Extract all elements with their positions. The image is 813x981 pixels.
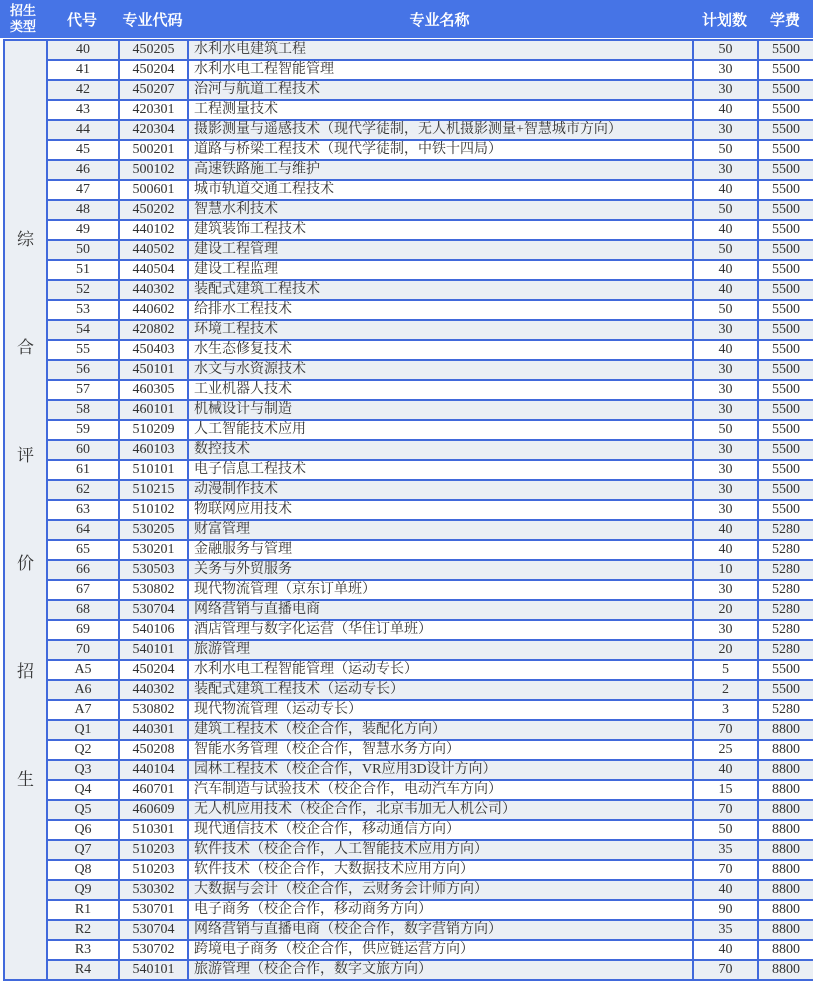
code-cell: 42 <box>47 80 119 100</box>
major-code-cell: 460609 <box>119 800 188 820</box>
plan-count-cell: 70 <box>693 800 758 820</box>
table-row <box>4 240 813 260</box>
plan-count-cell: 40 <box>693 260 758 280</box>
plan-count-cell: 10 <box>693 560 758 580</box>
tuition-cell: 5500 <box>758 340 813 360</box>
plan-count-cell: 40 <box>693 100 758 120</box>
table-row <box>4 700 813 720</box>
major-code-cell: 530704 <box>119 920 188 940</box>
major-name-cell: 电子信息工程技术 <box>188 460 693 480</box>
table-row <box>4 880 813 900</box>
major-name-cell: 大数据与会计（校企合作，云财务会计师方向） <box>188 880 693 900</box>
table-row <box>4 200 813 220</box>
tuition-cell: 5500 <box>758 360 813 380</box>
major-name-cell: 摄影测量与遥感技术（现代学徒制，无人机摄影测量+智慧城市方向） <box>188 120 693 140</box>
enrollment-table <box>3 39 813 981</box>
tuition-cell: 5500 <box>758 200 813 220</box>
major-code-cell: 540101 <box>119 960 188 980</box>
code-cell: Q3 <box>47 760 119 780</box>
major-name-cell: 现代物流管理（运动专长） <box>188 700 693 720</box>
tuition-cell: 5500 <box>758 100 813 120</box>
major-name-cell: 现代通信技术（校企合作，移动通信方向） <box>188 820 693 840</box>
major-code-cell: 460701 <box>119 780 188 800</box>
tuition-cell: 5280 <box>758 560 813 580</box>
major-code-cell: 510215 <box>119 480 188 500</box>
table-row <box>4 420 813 440</box>
tuition-cell: 8800 <box>758 840 813 860</box>
code-cell: 54 <box>47 320 119 340</box>
tuition-cell: 5500 <box>758 660 813 680</box>
major-code-cell: 450204 <box>119 60 188 80</box>
table-body <box>4 40 813 980</box>
table-row <box>4 560 813 580</box>
plan-count-cell: 90 <box>693 900 758 920</box>
major-name-cell: 网络营销与直播电商 <box>188 600 693 620</box>
code-cell: R1 <box>47 900 119 920</box>
table-header <box>0 0 813 38</box>
tuition-cell: 5280 <box>758 600 813 620</box>
table-row <box>4 500 813 520</box>
major-code-cell: 460103 <box>119 440 188 460</box>
major-code-cell: 450202 <box>119 200 188 220</box>
tuition-cell: 5280 <box>758 700 813 720</box>
plan-count-cell: 50 <box>693 200 758 220</box>
major-code-cell: 440301 <box>119 720 188 740</box>
code-cell: 69 <box>47 620 119 640</box>
major-code-cell: 530302 <box>119 880 188 900</box>
major-name-cell: 园林工程技术（校企合作，VR应用3D设计方向） <box>188 760 693 780</box>
major-name-cell: 建设工程监理 <box>188 260 693 280</box>
table-row <box>4 580 813 600</box>
code-cell: Q9 <box>47 880 119 900</box>
major-name-cell: 水利水电工程智能管理 <box>188 60 693 80</box>
major-code-cell: 510101 <box>119 460 188 480</box>
table-row <box>4 540 813 560</box>
plan-count-cell: 30 <box>693 380 758 400</box>
major-name-cell: 治河与航道工程技术 <box>188 80 693 100</box>
major-name-cell: 水利水电建筑工程 <box>188 40 693 60</box>
table-row <box>4 860 813 880</box>
major-code-cell: 440602 <box>119 300 188 320</box>
header-enroll-type: 招生类型 <box>9 2 36 34</box>
plan-count-cell: 30 <box>693 480 758 500</box>
major-code-cell: 420802 <box>119 320 188 340</box>
plan-count-cell: 40 <box>693 760 758 780</box>
table-row <box>4 100 813 120</box>
code-cell: 64 <box>47 520 119 540</box>
tuition-cell: 5500 <box>758 40 813 60</box>
table-row <box>4 600 813 620</box>
table-row <box>4 80 813 100</box>
major-name-cell: 旅游管理 <box>188 640 693 660</box>
plan-count-cell: 50 <box>693 820 758 840</box>
plan-count-cell: 40 <box>693 540 758 560</box>
code-cell: 49 <box>47 220 119 240</box>
tuition-cell: 8800 <box>758 780 813 800</box>
code-cell: 60 <box>47 440 119 460</box>
plan-count-cell: 30 <box>693 160 758 180</box>
plan-count-cell: 30 <box>693 500 758 520</box>
code-cell: 55 <box>47 340 119 360</box>
tuition-cell: 5500 <box>758 180 813 200</box>
table-row <box>4 160 813 180</box>
plan-count-cell: 20 <box>693 600 758 620</box>
major-name-cell: 水文与水资源技术 <box>188 360 693 380</box>
code-cell: 50 <box>47 240 119 260</box>
table-row <box>4 940 813 960</box>
major-code-cell: 540106 <box>119 620 188 640</box>
major-name-cell: 工业机器人技术 <box>188 380 693 400</box>
plan-count-cell: 40 <box>693 520 758 540</box>
major-code-cell: 420304 <box>119 120 188 140</box>
code-cell: Q2 <box>47 740 119 760</box>
header-code: 代号 <box>66 11 97 29</box>
table-row <box>4 640 813 660</box>
header-major-code: 专业代码 <box>122 11 183 29</box>
plan-count-cell: 5 <box>693 660 758 680</box>
code-cell: 52 <box>47 280 119 300</box>
header-tuition: 学费 <box>769 11 800 29</box>
major-name-cell: 关务与外贸服务 <box>188 560 693 580</box>
table-row <box>4 740 813 760</box>
major-code-cell: 500601 <box>119 180 188 200</box>
enroll-type-char: 评 <box>17 446 34 465</box>
tuition-cell: 8800 <box>758 880 813 900</box>
plan-count-cell: 30 <box>693 360 758 380</box>
code-cell: Q6 <box>47 820 119 840</box>
major-name-cell: 无人机应用技术（校企合作，北京韦加无人机公司） <box>188 800 693 820</box>
code-cell: 67 <box>47 580 119 600</box>
code-cell: 44 <box>47 120 119 140</box>
table-row <box>4 480 813 500</box>
table-row <box>4 620 813 640</box>
table-row <box>4 400 813 420</box>
major-name-cell: 软件技术（校企合作，大数据技术应用方向） <box>188 860 693 880</box>
code-cell: 43 <box>47 100 119 120</box>
tuition-cell: 5280 <box>758 540 813 560</box>
enroll-type-char: 综 <box>17 230 34 249</box>
plan-count-cell: 70 <box>693 960 758 980</box>
major-code-cell: 530702 <box>119 940 188 960</box>
plan-count-cell: 40 <box>693 280 758 300</box>
major-code-cell: 510301 <box>119 820 188 840</box>
plan-count-cell: 30 <box>693 440 758 460</box>
major-code-cell: 530802 <box>119 580 188 600</box>
plan-count-cell: 15 <box>693 780 758 800</box>
major-name-cell: 物联网应用技术 <box>188 500 693 520</box>
major-code-cell: 500102 <box>119 160 188 180</box>
table-row <box>4 680 813 700</box>
header-major-name: 专业名称 <box>409 11 470 29</box>
major-code-cell: 440504 <box>119 260 188 280</box>
major-code-cell: 440502 <box>119 240 188 260</box>
major-name-cell: 道路与桥梁工程技术（现代学徒制，中铁十四局） <box>188 140 693 160</box>
major-name-cell: 环境工程技术 <box>188 320 693 340</box>
table-row <box>4 180 813 200</box>
tuition-cell: 5280 <box>758 580 813 600</box>
major-name-cell: 水生态修复技术 <box>188 340 693 360</box>
plan-count-cell: 30 <box>693 120 758 140</box>
code-cell: R2 <box>47 920 119 940</box>
code-cell: 40 <box>47 40 119 60</box>
major-name-cell: 机械设计与制造 <box>188 400 693 420</box>
table-row <box>4 60 813 80</box>
tuition-cell: 5500 <box>758 80 813 100</box>
table-row <box>4 440 813 460</box>
tuition-cell: 5500 <box>758 500 813 520</box>
major-code-cell: 530802 <box>119 700 188 720</box>
major-name-cell: 工程测量技术 <box>188 100 693 120</box>
tuition-cell: 5500 <box>758 280 813 300</box>
code-cell: 59 <box>47 420 119 440</box>
tuition-cell: 5500 <box>758 240 813 260</box>
major-code-cell: 440302 <box>119 280 188 300</box>
major-name-cell: 汽车制造与试验技术（校企合作，电动汽车方向） <box>188 780 693 800</box>
major-code-cell: 510203 <box>119 860 188 880</box>
plan-count-cell: 70 <box>693 860 758 880</box>
enroll-type-char: 招 <box>17 662 34 681</box>
tuition-cell: 5500 <box>758 260 813 280</box>
table-row <box>4 800 813 820</box>
plan-count-cell: 30 <box>693 620 758 640</box>
table-row <box>4 660 813 680</box>
major-name-cell: 网络营销与直播电商（校企合作，数字营销方向） <box>188 920 693 940</box>
code-cell: 58 <box>47 400 119 420</box>
tuition-cell: 8800 <box>758 720 813 740</box>
code-cell: 62 <box>47 480 119 500</box>
major-name-cell: 装配式建筑工程技术（运动专长） <box>188 680 693 700</box>
tuition-cell: 8800 <box>758 760 813 780</box>
major-name-cell: 智慧水利技术 <box>188 200 693 220</box>
plan-count-cell: 35 <box>693 840 758 860</box>
major-code-cell: 510203 <box>119 840 188 860</box>
code-cell: 66 <box>47 560 119 580</box>
major-name-cell: 人工智能技术应用 <box>188 420 693 440</box>
tuition-cell: 8800 <box>758 920 813 940</box>
tuition-cell: 5500 <box>758 680 813 700</box>
plan-count-cell: 20 <box>693 640 758 660</box>
code-cell: Q5 <box>47 800 119 820</box>
tuition-cell: 8800 <box>758 940 813 960</box>
code-cell: 48 <box>47 200 119 220</box>
code-cell: 61 <box>47 460 119 480</box>
tuition-cell: 8800 <box>758 860 813 880</box>
tuition-cell: 8800 <box>758 820 813 840</box>
plan-count-cell: 40 <box>693 180 758 200</box>
code-cell: 63 <box>47 500 119 520</box>
code-cell: R3 <box>47 940 119 960</box>
tuition-cell: 5500 <box>758 440 813 460</box>
plan-count-cell: 50 <box>693 240 758 260</box>
tuition-cell: 5500 <box>758 220 813 240</box>
table-row <box>4 40 813 60</box>
tuition-cell: 5500 <box>758 160 813 180</box>
code-cell: 41 <box>47 60 119 80</box>
plan-count-cell: 25 <box>693 740 758 760</box>
major-code-cell: 440302 <box>119 680 188 700</box>
table-row <box>4 780 813 800</box>
code-cell: A6 <box>47 680 119 700</box>
table-row <box>4 760 813 780</box>
code-cell: 65 <box>47 540 119 560</box>
table-row <box>4 260 813 280</box>
plan-count-cell: 30 <box>693 60 758 80</box>
major-name-cell: 电子商务（校企合作，移动商务方向） <box>188 900 693 920</box>
plan-count-cell: 30 <box>693 580 758 600</box>
enroll-type-char: 合 <box>17 338 34 357</box>
code-cell: 70 <box>47 640 119 660</box>
major-name-cell: 水利水电工程智能管理（运动专长） <box>188 660 693 680</box>
tuition-cell: 5280 <box>758 640 813 660</box>
plan-count-cell: 2 <box>693 680 758 700</box>
code-cell: A7 <box>47 700 119 720</box>
plan-count-cell: 40 <box>693 340 758 360</box>
table-row <box>4 920 813 940</box>
major-name-cell: 建筑工程技术（校企合作，装配化方向） <box>188 720 693 740</box>
major-name-cell: 动漫制作技术 <box>188 480 693 500</box>
major-code-cell: 440104 <box>119 760 188 780</box>
table-row <box>4 840 813 860</box>
tuition-cell: 5500 <box>758 60 813 80</box>
plan-count-cell: 40 <box>693 220 758 240</box>
major-name-cell: 给排水工程技术 <box>188 300 693 320</box>
major-code-cell: 440102 <box>119 220 188 240</box>
major-name-cell: 数控技术 <box>188 440 693 460</box>
tuition-cell: 5500 <box>758 480 813 500</box>
tuition-cell: 5500 <box>758 380 813 400</box>
code-cell: 45 <box>47 140 119 160</box>
enroll-type-char: 生 <box>17 770 34 789</box>
major-name-cell: 装配式建筑工程技术 <box>188 280 693 300</box>
major-code-cell: 500201 <box>119 140 188 160</box>
major-code-cell: 510209 <box>119 420 188 440</box>
code-cell: 51 <box>47 260 119 280</box>
major-code-cell: 530704 <box>119 600 188 620</box>
major-name-cell: 旅游管理（校企合作，数字文旅方向） <box>188 960 693 980</box>
plan-count-cell: 30 <box>693 400 758 420</box>
plan-count-cell: 50 <box>693 40 758 60</box>
major-code-cell: 530201 <box>119 540 188 560</box>
major-name-cell: 现代物流管理（京东订单班） <box>188 580 693 600</box>
major-code-cell: 530503 <box>119 560 188 580</box>
tuition-cell: 8800 <box>758 900 813 920</box>
major-code-cell: 450101 <box>119 360 188 380</box>
code-cell: 47 <box>47 180 119 200</box>
plan-count-cell: 50 <box>693 420 758 440</box>
major-name-cell: 高速铁路施工与维护 <box>188 160 693 180</box>
tuition-cell: 5500 <box>758 460 813 480</box>
header-plan-count: 计划数 <box>701 11 747 29</box>
table-row <box>4 280 813 300</box>
tuition-cell: 5500 <box>758 300 813 320</box>
plan-count-cell: 50 <box>693 300 758 320</box>
plan-count-cell: 70 <box>693 720 758 740</box>
plan-count-cell: 40 <box>693 880 758 900</box>
table-row <box>4 820 813 840</box>
plan-count-cell: 35 <box>693 920 758 940</box>
major-code-cell: 450403 <box>119 340 188 360</box>
major-name-cell: 智能水务管理（校企合作，智慧水务方向） <box>188 740 693 760</box>
tuition-cell: 5500 <box>758 120 813 140</box>
code-cell: R4 <box>47 960 119 980</box>
table-row <box>4 520 813 540</box>
table-row <box>4 320 813 340</box>
major-code-cell: 460305 <box>119 380 188 400</box>
code-cell: Q8 <box>47 860 119 880</box>
plan-count-cell: 3 <box>693 700 758 720</box>
enroll-type-vertical-label <box>5 41 46 979</box>
major-name-cell: 建设工程管理 <box>188 240 693 260</box>
tuition-cell: 5500 <box>758 320 813 340</box>
major-code-cell: 530701 <box>119 900 188 920</box>
major-code-cell: 450204 <box>119 660 188 680</box>
table-row <box>4 380 813 400</box>
code-cell: Q7 <box>47 840 119 860</box>
tuition-cell: 8800 <box>758 800 813 820</box>
code-cell: 53 <box>47 300 119 320</box>
major-code-cell: 450208 <box>119 740 188 760</box>
code-cell: 68 <box>47 600 119 620</box>
table-row <box>4 140 813 160</box>
major-code-cell: 420301 <box>119 100 188 120</box>
major-name-cell: 跨境电子商务（校企合作，供应链运营方向） <box>188 940 693 960</box>
major-code-cell: 450205 <box>119 40 188 60</box>
code-cell: 57 <box>47 380 119 400</box>
major-name-cell: 财富管理 <box>188 520 693 540</box>
table-row <box>4 900 813 920</box>
plan-count-cell: 30 <box>693 460 758 480</box>
table-row <box>4 220 813 240</box>
plan-count-cell: 50 <box>693 140 758 160</box>
table-row <box>4 300 813 320</box>
table-row <box>4 960 813 980</box>
tuition-cell: 5500 <box>758 140 813 160</box>
code-cell: Q1 <box>47 720 119 740</box>
enroll-type-char: 价 <box>17 554 34 573</box>
major-code-cell: 540101 <box>119 640 188 660</box>
tuition-cell: 8800 <box>758 960 813 980</box>
code-cell: 56 <box>47 360 119 380</box>
code-cell: 46 <box>47 160 119 180</box>
major-code-cell: 510102 <box>119 500 188 520</box>
major-name-cell: 酒店管理与数字化运营（华住订单班） <box>188 620 693 640</box>
table-row <box>4 460 813 480</box>
major-name-cell: 金融服务与管理 <box>188 540 693 560</box>
tuition-cell: 5500 <box>758 420 813 440</box>
plan-count-cell: 40 <box>693 940 758 960</box>
table-row <box>4 340 813 360</box>
plan-count-cell: 30 <box>693 80 758 100</box>
major-name-cell: 城市轨道交通工程技术 <box>188 180 693 200</box>
tuition-cell: 8800 <box>758 740 813 760</box>
code-cell: A5 <box>47 660 119 680</box>
major-name-cell: 软件技术（校企合作，人工智能技术应用方向） <box>188 840 693 860</box>
table-row <box>4 120 813 140</box>
tuition-cell: 5280 <box>758 620 813 640</box>
table-row <box>4 720 813 740</box>
table-row <box>4 360 813 380</box>
code-cell: Q4 <box>47 780 119 800</box>
major-code-cell: 460101 <box>119 400 188 420</box>
major-code-cell: 450207 <box>119 80 188 100</box>
major-code-cell: 530205 <box>119 520 188 540</box>
tuition-cell: 5500 <box>758 400 813 420</box>
major-name-cell: 建筑装饰工程技术 <box>188 220 693 240</box>
enroll-type-merged-cell <box>4 40 47 980</box>
plan-count-cell: 30 <box>693 320 758 340</box>
tuition-cell: 5280 <box>758 520 813 540</box>
